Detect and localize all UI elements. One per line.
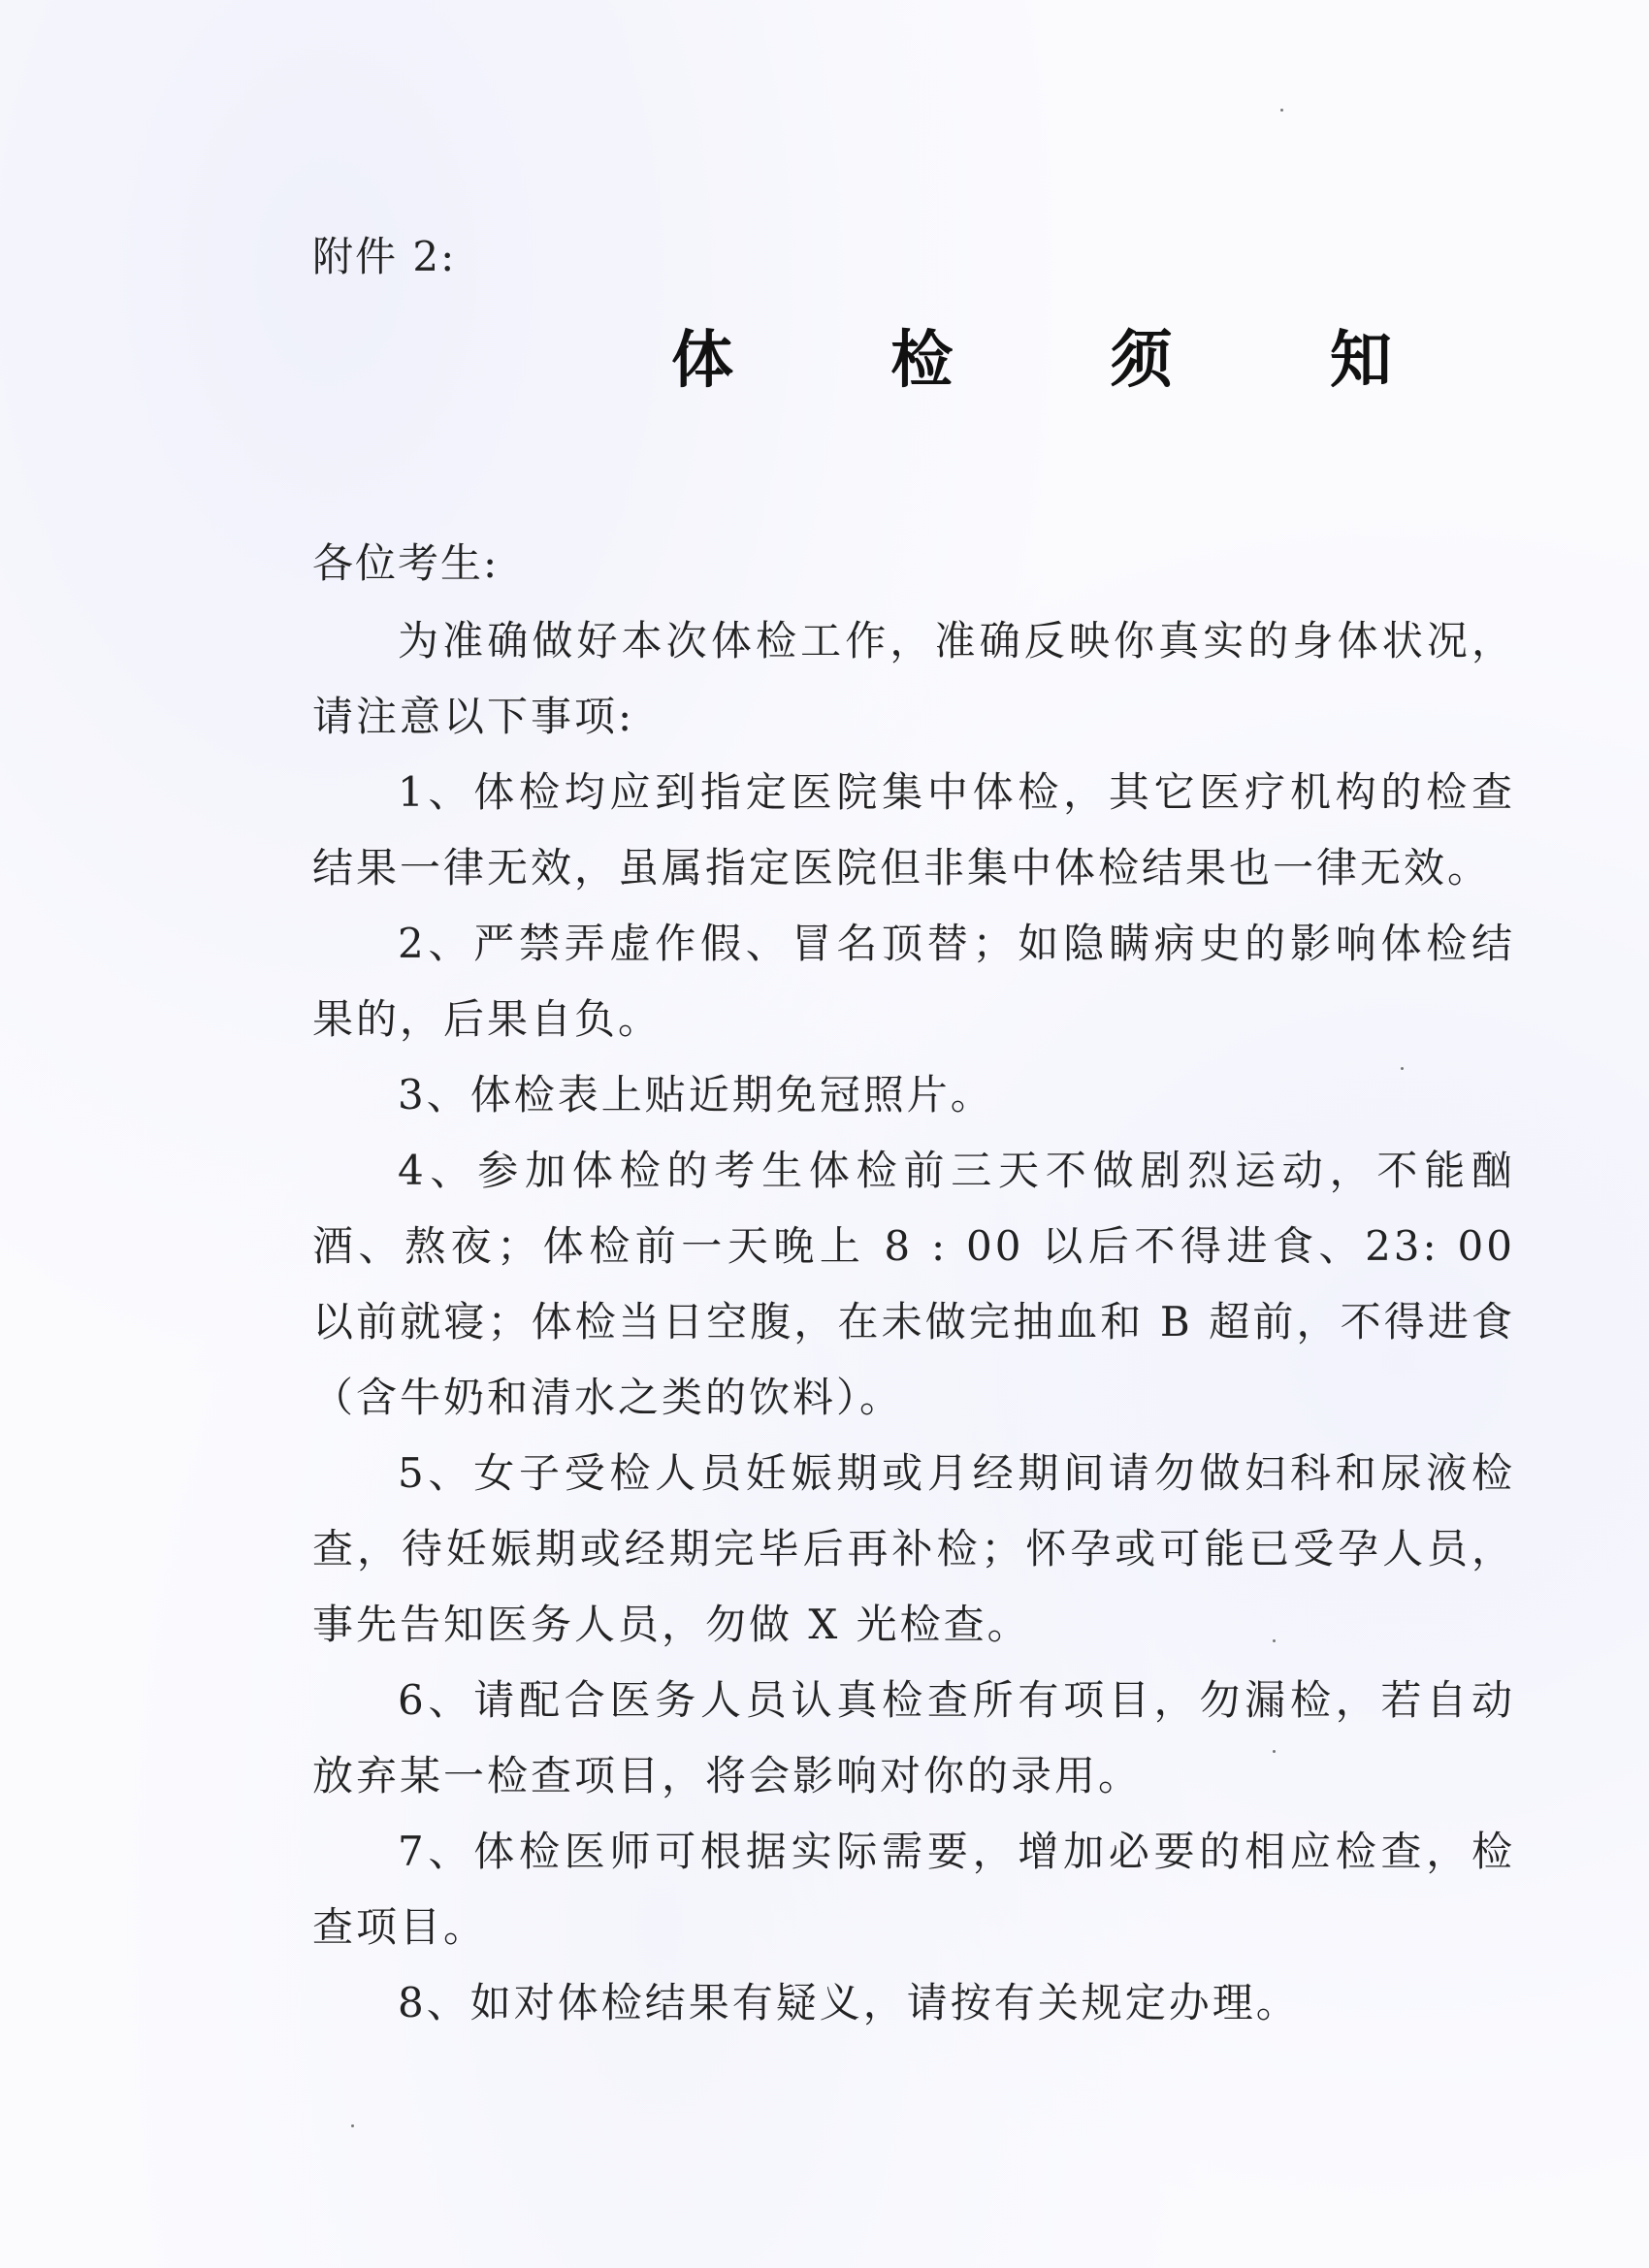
scan-speck [351,2124,354,2127]
scan-speck [1280,109,1283,112]
notice-item-6: 6、请配合医务人员认真检查所有项目，勿漏检，若自动放弃某一检查项目，将会影响对你的录用。 [312,1676,1515,1799]
attachment-label: 附件 2: [312,233,457,280]
notice-item-7: 7、体检医师可根据实际需要，增加必要的相应检查，检查项目。 [312,1828,1515,1951]
notice-item-3: 3、体检表上贴近期免冠照片。 [398,1071,994,1118]
salutation: 各位考生: [312,539,500,587]
notice-item-8: 8、如对体检结果有疑义，请按有关规定办理。 [398,1979,1300,2026]
notice-content [312,603,1515,2041]
intro-paragraph: 为准确做好本次体检工作，准确反映你真实的身体状况，请注意以下事项: [312,617,1515,740]
notice-item-2: 2、严禁弄虚作假、冒名顶替；如隐瞒病史的影响体检结果的，后果自负。 [312,920,1515,1043]
notice-item-5: 5、女子受检人员妊娠期或月经期间请勿做妇科和尿液检查，待妊娠期或经期完毕后再补检；怀孕或可能已受孕人员，事先告知医务人员，勿做 X 光检查。 [312,1449,1515,1648]
notice-item-4: 4、参加体检的考生体检前三天不做剧烈运动，不能酗酒、熬夜；体检前一天晚上 8 : 00 以后不得进食、23: 00 以前就寝；体检当日空腹，在未做完抽血和 B 超前，不得进食（含牛奶和清水之类的饮料）。 [312,1147,1515,1421]
notice-item-1: 1、体检均应到指定医院集中体检，其它医疗机构的检查结果一律无效，虽属指定医院但非集中体检结果也一律无效。 [312,768,1515,891]
document-title: 体 检 须 知 [671,325,1460,397]
